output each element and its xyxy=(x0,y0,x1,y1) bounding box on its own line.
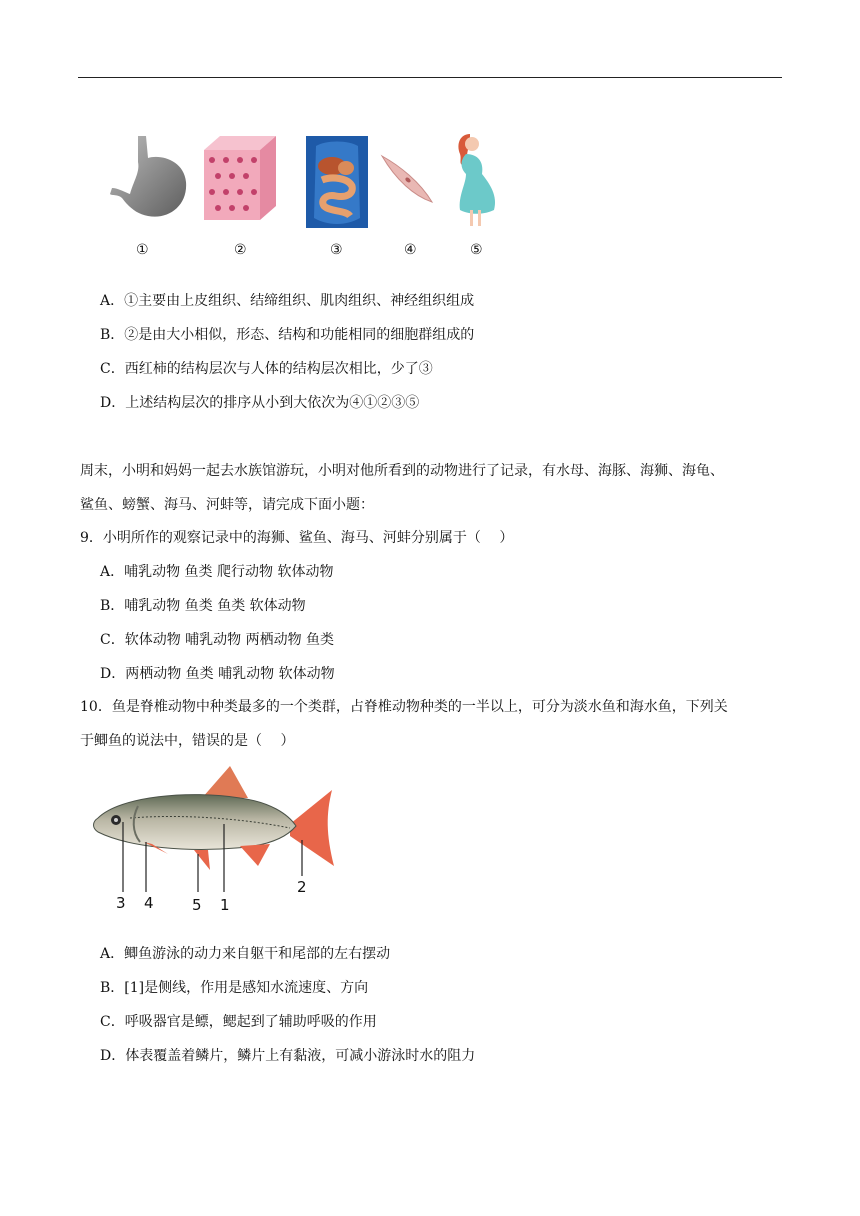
q9-option-d: D．两栖动物 鱼类 哺乳动物 软体动物 xyxy=(100,666,335,682)
q10-option-b: B．[1]是侧线，作用是感知水流速度、方向 xyxy=(100,980,369,996)
q8-option-b: B．②是由大小相似，形态、结构和功能相同的细胞群组成的 xyxy=(100,327,475,343)
fish-label-4: 4 xyxy=(144,894,154,912)
figure-number-1: ① xyxy=(136,242,149,258)
fish-label-5: 5 xyxy=(192,896,202,914)
q9-option-c: C．软体动物 哺乳动物 两栖动物 鱼类 xyxy=(100,632,335,648)
header-rule xyxy=(78,77,782,78)
figure-number-2: ② xyxy=(234,242,247,258)
structure-levels-figure xyxy=(100,132,520,272)
q9-stem: 9．小明所作的观察记录中的海狮、鲨鱼、海马、河蚌分别属于（ ） xyxy=(80,530,514,546)
q10-stem-line-2: 于鲫鱼的说法中，错误的是（ ） xyxy=(80,733,295,749)
q8-option-a: A．①主要由上皮组织、结缔组织、肌肉组织、神经组织组成 xyxy=(100,293,475,309)
figure-number-5: ⑤ xyxy=(470,242,483,258)
fish-label-2: 2 xyxy=(297,878,307,896)
figure-number-4: ④ xyxy=(404,242,417,258)
q10-option-c: C．呼吸器官是鳔，鳃起到了辅助呼吸的作用 xyxy=(100,1014,377,1030)
q9-option-b: B．哺乳动物 鱼类 鱼类 软体动物 xyxy=(100,598,306,614)
digestive-system-image xyxy=(306,136,368,228)
figure-number-3: ③ xyxy=(330,242,343,258)
muscle-cell-image xyxy=(380,152,434,206)
fish-label-1: 1 xyxy=(220,896,230,914)
crucian-carp-figure xyxy=(90,762,340,912)
epithelial-tissue-image xyxy=(204,136,276,220)
q10-option-d: D．体表覆盖着鳞片，鳞片上有黏液，可减小游泳时水的阻力 xyxy=(100,1048,476,1064)
q8-option-d: D．上述结构层次的排序从小到大依次为④①②③⑤ xyxy=(100,395,420,411)
q10-stem-line-1: 10．鱼是脊椎动物中种类最多的一个类群，占脊椎动物种类的一半以上，可分为淡水鱼和海水鱼，下列关 xyxy=(80,699,728,715)
fish-label-3: 3 xyxy=(116,894,126,912)
intro-line-2: 鲨鱼、螃蟹、海马、河蚌等，请完成下面小题： xyxy=(80,497,374,513)
intro-line-1: 周末，小明和妈妈一起去水族馆游玩，小明对他所看到的动物进行了记录，有水母、海豚、海狮、海龟、 xyxy=(80,463,724,479)
q10-option-a: A．鲫鱼游泳的动力来自躯干和尾部的左右摆动 xyxy=(100,946,391,962)
fish-image xyxy=(90,762,340,892)
q8-option-c: C．西红柿的结构层次与人体的结构层次相比，少了③ xyxy=(100,361,433,377)
woman-image xyxy=(444,132,508,232)
q9-option-a: A．哺乳动物 鱼类 爬行动物 软体动物 xyxy=(100,564,334,580)
stomach-image xyxy=(108,132,188,222)
